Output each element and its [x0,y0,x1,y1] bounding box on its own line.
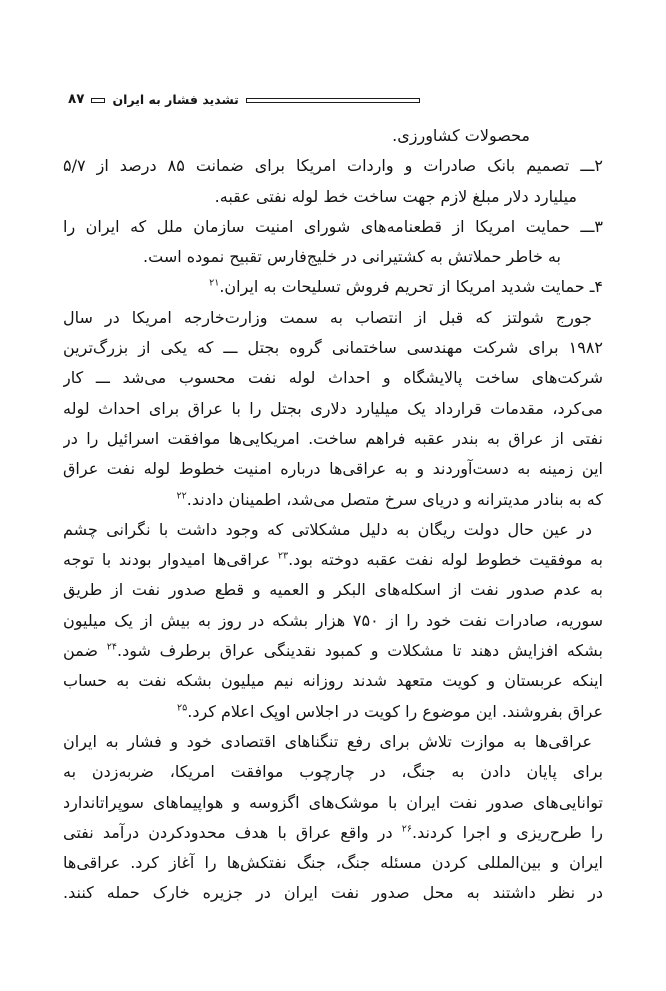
text-line-25 [63,848,603,878]
text-segment: را طرح‌ریزی و اجرا کردند. [411,822,603,842]
text-line-4 [63,212,603,242]
running-head [68,88,420,112]
text-segment: میلیارد دلار مبلغ لازم جهت ساخت خط لوله نفتی عقبه. [214,186,577,206]
text-segment: توانایی‌های صدور نفت ایران با موشک‌های اگزوسه و هواپیماهای سوپراتاندارد [63,792,603,812]
text-segment: که به بنادر مدیترانه و دریای سرخ متصل می‌شد، اطمینان دادند. [186,489,603,509]
text-segment: ۱۹۸۲ برای شرکت مهندسی ساختمانی گروه بجتل ـــ که یکی از بزرگ‌ترین [63,338,603,358]
text-segment: به موفقیت خطوط لوله نفت عقبه دوخته بود. [288,550,603,570]
text-line-11 [63,424,603,454]
text-segment: این زمینه به دست‌آوردند و به عراقی‌ها درباره امنیت خطوط لوله نفت عراق [63,459,603,479]
text-segment: ۴ـ حمایت شدید امریکا از تحریم فروش تسلیحات به ایران. [219,277,603,297]
text-line-3 [63,182,603,212]
page-body-text [63,121,603,909]
text-segment: سوریه، صادرات نفت خود را از ۷۵۰ هزار بشکه در روز به بیش از یک میلیون [63,610,603,630]
header-rule-long [246,98,420,103]
text-line-8 [63,333,603,363]
text-line-14 [63,515,603,545]
footnote-ref: ۲۴ [106,641,117,653]
text-segment: به خاطر حملاتش به کشتیرانی در خلیج‌فارس تقبیح نموده است. [143,247,561,267]
text-segment: در عین حال دولت ریگان به دلیل مشکلاتی که وجود داشت با نگرانی چشم [63,519,592,539]
text-line-22 [63,757,603,787]
text-segment: به عدم صدور نفت از اسکله‌های البکر و العمیه و قطع صدور نفت از طریق [63,580,603,600]
footnote-ref: ۲۱ [209,278,220,290]
text-segment: محصولات کشاورزی. [392,126,530,145]
text-line-21 [63,727,603,757]
text-segment: نفتی از عراق به بندر عقبه فراهم ساخت. امریکایی‌ها موافقت اسرائیل را در [63,428,603,448]
text-line-5 [63,242,603,272]
text-segment: عراقی‌ها به موازت تلاش برای رفع تنگناهای اقتصادی خود و فشار به ایران [63,731,592,751]
text-segment: اینکه عربستان و کویت متعهد شدند روزانه نیم میلیون بشکه نفت به حساب [63,671,603,691]
text-line-16 [63,575,603,605]
text-line-20 [63,697,603,727]
text-line-6 [63,272,603,302]
text-segment: در نظر داشتند به محل صدور نفت ایران در جزیره خارک حمله کنند. [63,883,603,903]
text-line-24 [63,818,603,848]
text-line-23 [63,788,603,818]
text-line-10 [63,394,603,424]
text-line-26 [63,878,603,908]
text-line-18 [63,636,603,666]
running-head-title: تشدید فشار به ایران [112,91,239,107]
text-segment: ۳ـــ حمایت امریکا از قطعنامه‌های شورای امنیت سازمان ملل که ایران را [63,216,603,236]
page-number: ۸۷ [68,91,85,108]
text-line-19 [63,666,603,696]
text-segment: برای پایان دادن به جنگ، در چارچوب موافقت امریکا، ضربه‌زدن به [63,762,603,782]
footnote-ref: ۲۶ [401,823,412,835]
header-rule-short [91,98,105,103]
text-segment: بشکه افزایش دهند تا مشکلات و کمبود نقدینگی عراق برطرف شود. [116,641,603,661]
text-segment: می‌کرد، مقدمات قرارداد یک میلیارد دلاری بجتل را با عراق برای احداث لوله [63,398,603,418]
text-line-13 [63,485,603,515]
text-segment: ۲ـــ تصمیم بانک صادرات و واردات امریکا برای ضمانت ۸۵ درصد از ۵/۷ [63,156,603,176]
text-line-2 [63,151,603,181]
text-line-7 [63,303,603,333]
text-segment: عراق بفروشند. این موضوع را کویت در اجلاس اوپک اعلام کرد. [187,701,603,721]
text-segment: در واقع عراق با هدف محدودکردن درآمد نفتی [63,822,402,842]
text-segment: ایران و بین‌المللی کردن مسئله جنگ، جنگ نفتکش‌ها را آغاز کرد. عراقی‌ها [63,853,603,873]
text-line-17 [63,606,603,636]
footnote-ref: ۲۲ [176,490,187,502]
text-line-9 [63,363,603,393]
text-line-1 [63,121,603,151]
text-segment: عراقی‌ها امیدوار بودند با توجه [63,550,278,570]
text-segment: جورج شولتز که قبل از انتصاب به سمت وزارت‌خارجه امریکا در سال [63,307,592,327]
footnote-ref: ۲۳ [277,550,289,562]
footnote-ref: ۲۵ [177,702,188,714]
text-line-15 [63,545,603,575]
text-segment: شرکت‌های ساخت پالایشگاه و احداث لوله نفت محسوب می‌شد ـــ کار [63,368,603,388]
text-line-12 [63,454,603,484]
text-segment: ضمن [63,641,107,661]
